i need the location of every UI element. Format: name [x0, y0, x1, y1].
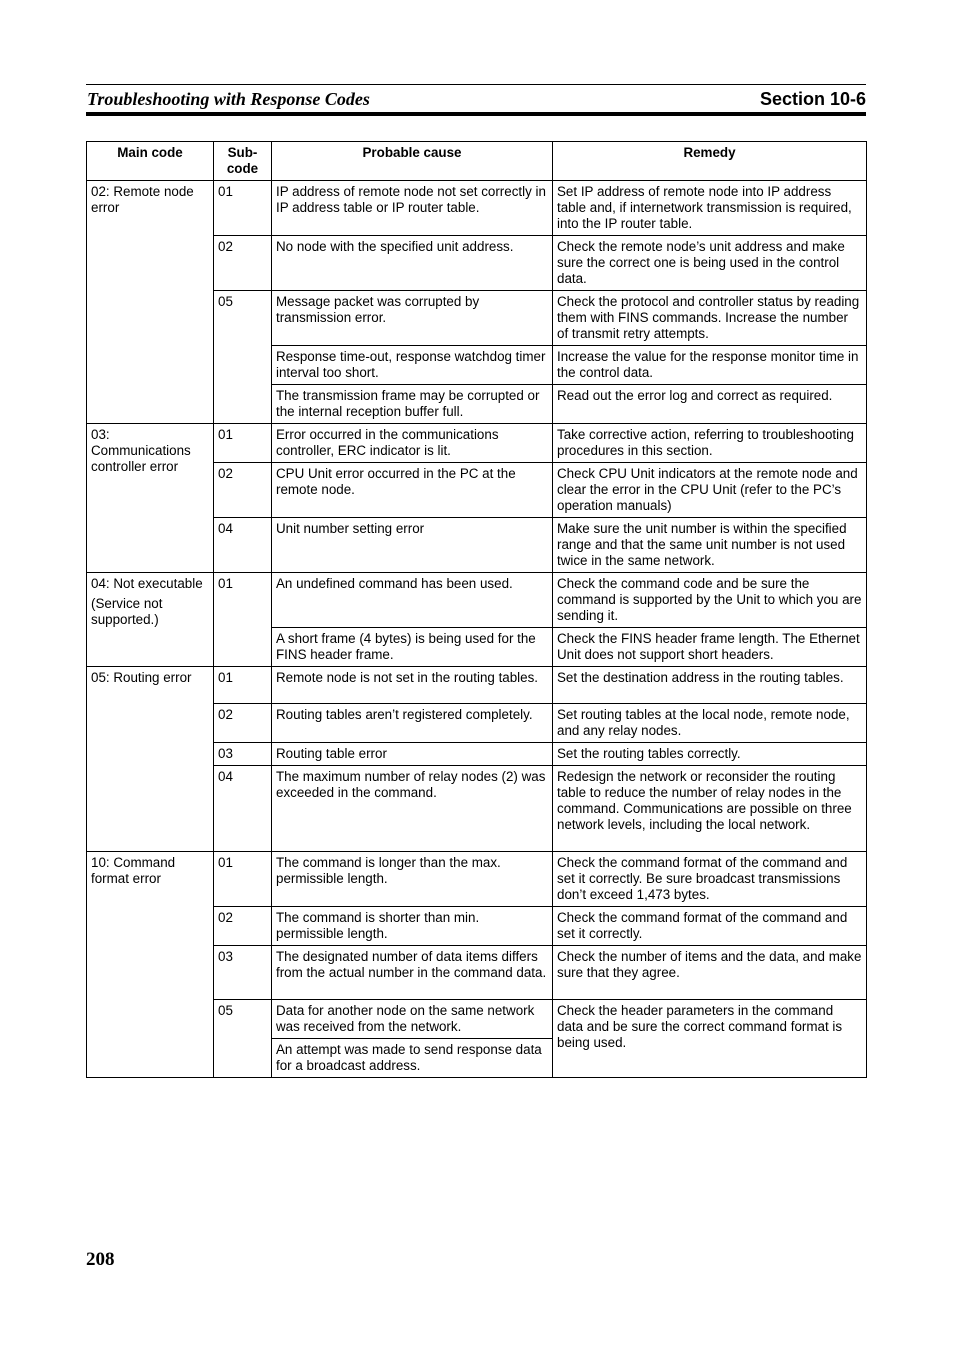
- main-code-text: 05: Routing error: [91, 670, 192, 685]
- probable-cause-cell: The command is shorter than min. permissible length.: [272, 907, 553, 946]
- sub-code-cell: 02: [214, 907, 272, 946]
- probable-cause-cell: Remote node is not set in the routing tables.: [272, 667, 553, 704]
- running-header-title: Troubleshooting with Response Codes: [87, 89, 370, 109]
- probable-cause-cell: Message packet was corrupted by transmission error.: [272, 291, 553, 346]
- response-code-table: [86, 141, 867, 1078]
- remedy-cell: Check the protocol and controller status by reading them with FINS commands. Increase the number of transmit retry attempts.: [553, 291, 867, 346]
- probable-cause-cell: The maximum number of relay nodes (2) was exceeded in the command.: [272, 766, 553, 852]
- probable-cause-cell: No node with the specified unit address.: [272, 236, 553, 291]
- probable-cause-cell: Routing tables aren’t registered completely.: [272, 704, 553, 743]
- main-code-cell: [87, 573, 214, 667]
- probable-cause-cell: Error occurred in the communications controller, ERC indicator is lit.: [272, 424, 553, 463]
- probable-cause-cell: Response time-out, response watchdog timer interval too short.: [272, 346, 553, 385]
- sub-code-cell: 02: [214, 463, 272, 518]
- table-row: [87, 181, 867, 236]
- table-header-row: [87, 142, 867, 181]
- main-code-cell: [87, 424, 214, 573]
- probable-cause-cell: IP address of remote node not set correctly in IP address table or IP router table.: [272, 181, 553, 236]
- sub-code-cell: 05: [214, 291, 272, 424]
- table-row: [87, 852, 867, 907]
- main-code-cell: [87, 667, 214, 852]
- sub-code-cell: 02: [214, 704, 272, 743]
- remedy-cell: Check the header parameters in the command data and be sure the correct command format is being used.: [553, 1000, 867, 1078]
- remedy-cell: Increase the value for the response monitor time in the control data.: [553, 346, 867, 385]
- sub-code-cell: 03: [214, 946, 272, 1000]
- sub-code-cell: 04: [214, 766, 272, 852]
- main-code-note: (Service not supported.): [91, 596, 163, 627]
- sub-code-cell: 01: [214, 181, 272, 236]
- page-number: 208: [86, 1249, 115, 1270]
- remedy-cell: Make sure the unit number is within the specified range and that the same unit number is not used twice in the same network.: [553, 518, 867, 573]
- probable-cause-cell: An attempt was made to send response data for a broadcast address.: [272, 1039, 553, 1078]
- probable-cause-cell: The designated number of data items differs from the actual number in the command data.: [272, 946, 553, 1000]
- probable-cause-cell: Routing table error: [272, 743, 553, 766]
- remedy-cell: Redesign the network or reconsider the routing table to reduce the number of relay nodes in the command. Communications are possible on three network levels, including the local network.: [553, 766, 867, 852]
- remedy-cell: Check the command format of the command and set it correctly. Be sure broadcast transmissions don’t exceed 1,473 bytes.: [553, 852, 867, 907]
- probable-cause-cell: An undefined command has been used.: [272, 573, 553, 628]
- main-code-text: 04: Not executable: [91, 576, 203, 591]
- remedy-cell: Set routing tables at the local node, remote node, and any relay nodes.: [553, 704, 867, 743]
- remedy-cell: Check the remote node’s unit address and make sure the correct one is being used in the control data.: [553, 236, 867, 291]
- remedy-cell: Set IP address of remote node into IP address table and, if internetwork transmission is required, into the IP router table.: [553, 181, 867, 236]
- main-code-text: 10: Command format error: [91, 855, 176, 886]
- probable-cause-cell: Data for another node on the same network was received from the network.: [272, 1000, 553, 1039]
- remedy-cell: Check the number of items and the data, and make sure that they agree.: [553, 946, 867, 1000]
- sub-code-cell: 01: [214, 852, 272, 907]
- probable-cause-cell: CPU Unit error occurred in the PC at the remote node.: [272, 463, 553, 518]
- remedy-cell: Read out the error log and correct as required.: [553, 385, 867, 424]
- column-header-main-code: Main code: [87, 142, 214, 181]
- main-code-text: 02: Remote node error: [91, 184, 194, 215]
- remedy-cell: Check CPU Unit indicators at the remote node and clear the error in the CPU Unit (refer to the PC’s operation manuals): [553, 463, 867, 518]
- table-row: [87, 667, 867, 704]
- running-header-section: Section 10-6: [759, 89, 866, 109]
- sub-code-cell: 01: [214, 667, 272, 704]
- sub-code-cell: 01: [214, 424, 272, 463]
- remedy-cell: Set the destination address in the routing tables.: [553, 667, 867, 704]
- sub-code-cell: 01: [214, 573, 272, 667]
- column-header-remedy: Remedy: [553, 142, 867, 181]
- main-code-text: 03: Communications controller error: [91, 427, 191, 474]
- column-header-sub-code: Sub-code: [214, 142, 272, 181]
- remedy-cell: Set the routing tables correctly.: [553, 743, 867, 766]
- remedy-cell: Check the command code and be sure the command is supported by the Unit to which you are sending it.: [553, 573, 867, 628]
- remedy-cell: Take corrective action, referring to troubleshooting procedures in this section.: [553, 424, 867, 463]
- table-row: [87, 573, 867, 628]
- probable-cause-cell: A short frame (4 bytes) is being used for the FINS header frame.: [272, 628, 553, 667]
- column-header-probable-cause: Probable cause: [272, 142, 553, 181]
- main-code-cell: [87, 852, 214, 1078]
- header-rule-thick: [86, 112, 866, 116]
- probable-cause-cell: The transmission frame may be corrupted or the internal reception buffer full.: [272, 385, 553, 424]
- sub-code-cell: 04: [214, 518, 272, 573]
- probable-cause-cell: The command is longer than the max. permissible length.: [272, 852, 553, 907]
- table-row: [87, 424, 867, 463]
- sub-code-cell: 03: [214, 743, 272, 766]
- probable-cause-cell: Unit number setting error: [272, 518, 553, 573]
- main-code-cell: [87, 181, 214, 424]
- header-rule-thin: [86, 84, 866, 85]
- remedy-cell: Check the command format of the command and set it correctly.: [553, 907, 867, 946]
- sub-code-cell: 05: [214, 1000, 272, 1078]
- sub-code-cell: 02: [214, 236, 272, 291]
- remedy-cell: Check the FINS header frame length. The Ethernet Unit does not support short headers.: [553, 628, 867, 667]
